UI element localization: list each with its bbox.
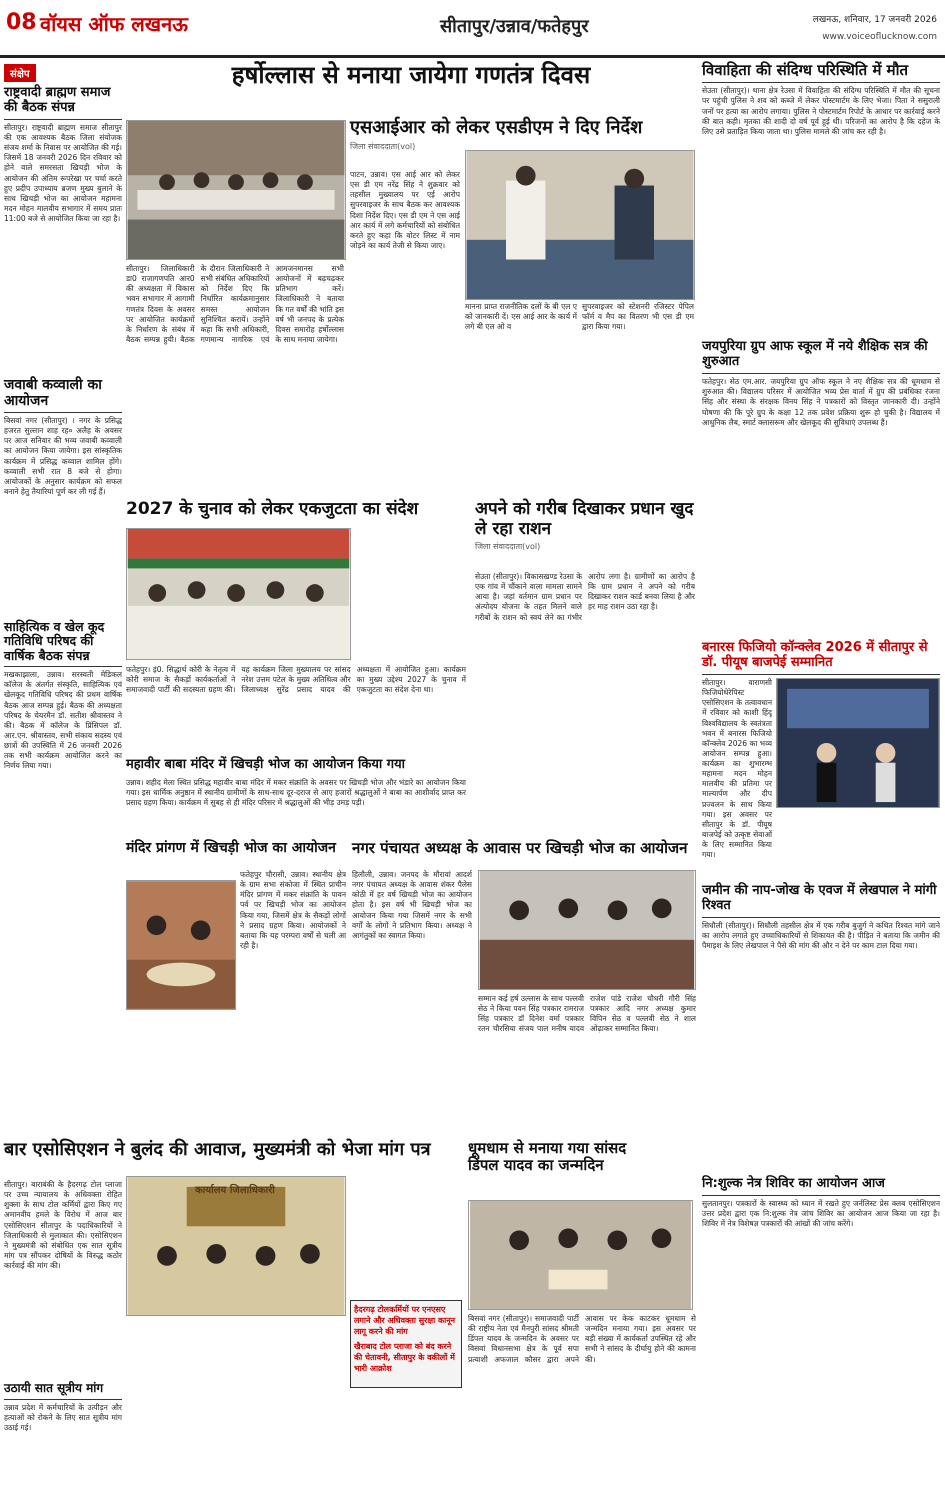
story-lekhpal: सिधौली (सीतापुर)। सिधौली तहसील क्षेत्र में एक गरीब बुजुर्ग ने कथित रिश्वत मांगे जाने का आरोप लगाते हुए उच्चाधिकारियों से शिकायत की है। पीड़ित ने बताया कि जमीन की पैमाइश के लिए लेखपाल ने पैसे की मांग की और न देने पर काम टाल दिया गया। bbox=[702, 920, 940, 951]
headline-2027: 2027 के चुनाव को लेकर एकजुटता का संदेश bbox=[126, 499, 419, 519]
headline-poor-ration: अपने को गरीब दिखाकर प्रधान खुद ले रहा राशन bbox=[475, 499, 694, 539]
story-eye-camp: सुलतानपुर। पत्रकारों के स्वास्थ्य को ध्यान में रखते हुए जर्नलिस्ट प्रेस क्लब एसोसिएशन उत्तर प्रदेश द्वारा एक नि:शुल्क नेत्र जांच शिविर का आयोजन आज किया जा रहा है। शिविर में नेत्र विशेषज्ञ पत्रकारों की आंखों की जांच करेंगे। bbox=[702, 1198, 940, 1229]
story-jaipuria: फतेहपुर। सेठ एम.आर. जयपुरिया ग्रुप ऑफ स्कूल ने नए शैक्षिक सत्र की धूमधाम से शुरुआत की। विद्यालय परिसर में आयोजित भव्य प्रेस वार्ता में ग्रुप की प्रबंधिका रंजना सिंह और संस्था के संरक्षक विनय सिंह ने पत्रकारों को विस्तृत जानकारी दी। उन्होंने घोषणा की कि पूरे ग्रुप के कक्षा 12 तक प्रवेश प्रक्रिया शुरू हो चुकी है। विद्यालय में आधुनिक लैब, स्मार्ट क्लासरूम और खेलकूद की सुविधाएं उपलब्ध हैं। bbox=[702, 377, 940, 427]
banner-block bbox=[126, 62, 696, 98]
nagar-panchayat-photo bbox=[478, 870, 696, 990]
headline-lekhpal: जमीन की नाप-जोख के एवज में लेखपाल ने मांगी रिश्वत bbox=[702, 883, 937, 913]
samajwadi-group-photo-art bbox=[127, 529, 350, 659]
dimple-birthday-photo-art bbox=[469, 1201, 692, 1309]
story-gantantra-diwas: सीतापुर। जिलाधिकारी डा0 राजागणपति आर0 की अध्यक्षता में विकास भवन सभागार में आगामी गणतंत्र दिवस के अवसर पर आयोजित कार्यक्रमों के निर्धारण के संबंध में बैठक सम्पन्न हुयी। बैठक के दौरान जिलाधिकारी ने सभी संबंधित अधिकारियों को निर्देश दिए कि निर्धारित कार्यक्रमानुसार समस्त आयोजन सुनिश्चित करायें। उन्होंने कहा कि सभी अधिकारी, गणमान्य नागरिक एवं आमजनमानस सभी आयोजनों में बढ़चढ़कर प्रतिभाग करें। जिलाधिकारी ने बताया कि गत वर्षों की भांति इस वर्ष भी जनपद के प्रत्येक दिवस समारोह हर्षोल्लास के साथ मनाया जायेगा। bbox=[126, 264, 344, 344]
bar-block bbox=[4, 1140, 464, 1174]
byline-poor-ration: जिला संवाददाता(vol) bbox=[475, 542, 541, 552]
story-sahityik-parishad: मखकाझाला, उन्नाव। सरस्वती मेडिकल कॉलेज के अंतर्गत संस्कृति, साहित्यिक एवं खेलकूद गतिविधि परिषद की प्रथम वार्षिक बैठक आज सम्पन्न हुई। बैठक की अध्यक्षता परिषद के चेयरमैन डॉ. सतीश श्रीवास्तव ने की। बैठक में कॉलेज के प्रिंसिपल डॉ. आर.एन. श्रीवास्तव, सभी संकाय सदस्य एवं छात्रों की उपस्थिति में 26 जनवरी 2026 तक सभी कार्यक्रम आयोजित करने का निर्णय लिया गया। bbox=[4, 670, 122, 771]
story-sir: पाटन, उन्नाव। एस आई आर को लेकर एस डी एम नरेंद्र सिंह ने शुक्रवार को तहसील मुख्यालय पर एई आरोप सुपरवाइजर के साथ बैठक कर आवश्यक दिशा निर्देश दिए। एस डी एम ने एस आई आर कार्य में लगे कर्मचारियों को संबोधित करते हुए कहा कि वोटर लिस्ट में नाम जोड़ने का कार्य तेजी से किया जाए। bbox=[350, 170, 460, 250]
meeting-photo-art bbox=[127, 121, 345, 259]
dimple-block bbox=[468, 1140, 696, 1196]
headline-bar-association: बार एसोसिएशन ने बुलंद की आवाज, मुख्यमंत्री को भेजा मांग पत्र bbox=[4, 1139, 431, 1160]
headline-dimple-1: धूमधाम से मनाया गया सांसद bbox=[468, 1139, 627, 1157]
headline-physio: बनारस फिजियो कॉन्क्लेव 2026 में सीतापुर से डॉ. पीयूष बाजपेई सम्मानित bbox=[702, 640, 928, 671]
sir-officials-photo-art bbox=[466, 151, 694, 299]
story-mahavir: उन्नाव। शहीद मेला स्थित प्रसिद्ध महावीर बाबा मंदिर में मकर संक्रांति के अवसर पर खिचड़ी भोज और भंडारे का आयोजन किया गया। इस धार्मिक अनुष्ठान में स्थानीय ग्रामीणों के साथ-साथ दूर-दराज से आए हजारों श्रद्धालुओं ने बाबा का आशीर्वाद प्राप्त कर प्रसाद ग्रहण किया। कार्यक्रम में सुबह से ही मंदिर परिसर में श्रद्धालुओं की भीड़ उमड़ पड़ी। bbox=[126, 778, 466, 808]
headline-mahavir: महावीर बाबा मंदिर में खिचड़ी भोज का आयोजन किया गया bbox=[126, 757, 406, 772]
headline-vivahita: विवाहिता की संदिग्ध परिस्थिति में मौत bbox=[702, 61, 909, 79]
samajwadi-group-photo bbox=[126, 528, 351, 660]
bar-quote-1: हैदरगढ़ टोलकर्मियों पर एनएसए लगाने और अधिवक्ता सुरक्षा कानून लागू करने की मांग bbox=[354, 1305, 456, 1336]
page-number: 08 bbox=[6, 10, 37, 35]
story-temple: फतेहपुर चौरासी, उन्नाव। स्थानीय क्षेत्र के ग्राम सभा संकोजा में स्थित प्राचीन मंदिर प्रांगण में मकर संक्रांति के पावन पर्व पर खिचड़ी भोज का आयोजन किया गया, जिसमें क्षेत्र के सैकड़ों लोगों ने प्रसाद ग्रहण किया। आयोजकों ने बताया कि यह परम्परा वर्षों से चली आ रही है। bbox=[240, 870, 346, 950]
section-kicker: संक्षेप bbox=[4, 64, 36, 82]
khichdi-bhoj-photo-art bbox=[127, 881, 235, 1009]
caption-sir-b: सुपरवाइजर को स्टेशनरी रजिस्टर पेपिल फॉर्म व मैप का वितरण भी एस डी एम द्वारा किया गया। bbox=[582, 302, 694, 332]
story-vivahita: सेउता (सीतापुर)। थाना क्षेत्र रेउसा में विवाहिता की संदिग्ध परिस्थिति में मौत की सूचना पर पहुंची पुलिस ने शव को कब्जे में लेकर पोस्टमार्टम के लिए भेजा। पिता ने ससुराली जनों पर हत्या का आरोप लगाया। पुलिस ने पोस्टमार्टम रिपोर्ट के आधार पर कार्रवाई करने की बात कही। मृतका की शादी दो वर्ष पूर्व हुई थी। परिजनों का आरोप है कि दहेज के लिए उसे प्रताड़ित किया जाता था। पुलिस मामले की जांच कर रही है। bbox=[702, 86, 940, 136]
website-url[interactable]: www.voiceoflucknow.com bbox=[822, 32, 937, 42]
headline-jaipuria: जयपुरिया ग्रुप आफ स्कूल में नये शैक्षिक सत्र की शुरुआत bbox=[702, 339, 928, 370]
headline-sahityik-parishad: साहित्यिक व खेल कूद गतिविधि परिषद की वार्षिक बैठक संपन्न bbox=[4, 619, 105, 663]
story-saat-sutriya: उन्नाव प्रदेश में कर्मचारियों के उत्पीड़न और हत्याओं को रोकने के लिए सात सूत्रीय मांग उठाई गई। bbox=[4, 1402, 122, 1433]
headline-brahman-samaj: राष्ट्रवादी ब्राह्मण समाज की बैठक संपन्न bbox=[4, 85, 111, 115]
story-nagar-panchayat: हिलौली, उन्नाव। जनपद के मौरावां आदर्श नगर पंचायत अध्यक्ष के आवास शंकर पैलेस कोठी में हर वर्ष खिचड़ी भोज का आयोजन होता है। इस वर्ष भी खिचड़ी भोज का आयोजन किया गया जिसमें नगर के सभी वर्गों के लोगों ने प्रतिभाग किया। अध्यक्ष ने आगंतुकों का स्वागत किया। bbox=[352, 870, 472, 940]
nagar-block bbox=[352, 840, 697, 866]
story-brahman-samaj: सीतापुर। राष्ट्रवादी ब्राह्मण समाज सीतापुर की एक आवश्यक बैठक जिला संयोजक संजय शर्मा के निवास पर आयोजित की गई। जिसमें 18 जनवरी 2026 दिन रविवार को होने वाले समरसता खिचड़ी भोज के आयोजन की अंतिम रूपरेखा पर चर्चा करते हुए प्रदीप उपाध्याय ब्रजण मुख्य बुलाने के साथ खिचड़ी भोज का आयोजन महामना मदन मोहन मालवीय सभागार में समय प्रातः 11:00 बजे से आयोजित किया जा रहा है। bbox=[4, 122, 122, 223]
caption-nagar-panchayat: सम्मान कई हर्ष उल्लास के साथ पल्लवी सेठ ने किया पवन सिंह पत्रकार रामराज सिंह पत्रकार डॉ दिनेश वर्मा पत्रकार रतन चौरसिया संजय पाल मनीष यादव राजेश पांडे राजेश चौधरी गौरी सिंह पत्रकार आदि नगर अध्यक्ष कुमार विपिन सेठ व पल्लवी सेठ ने शाल ओढ़ाकर सम्मानित किया। bbox=[478, 994, 696, 1034]
bar-quote-box bbox=[350, 1300, 462, 1388]
physio-award-photo bbox=[776, 678, 940, 808]
right-column bbox=[702, 62, 940, 1500]
headline-temple: मंदिर प्रांगण में खिचड़ी भोज का आयोजन bbox=[126, 840, 336, 856]
left-column bbox=[4, 62, 122, 1112]
y2027-block bbox=[126, 500, 466, 530]
physio-block bbox=[702, 678, 940, 878]
story-poor-ration: सेउता (सीतापुर)। विकासखण्ड रेउसा के एक गांव में चौंकाने वाला मामला सामने आया है। जहां वर्तमान ग्राम प्रधान पर अंत्योदय योजना के तहत मिलने वाले गरीबों के राशन को स्वयं लेने का गंभीर आरोप लगा है। ग्रामीणों का आरोप है कि ग्राम प्रधान ने अपने को गरीब दिखाकर राशन कार्ड बनवा लिया है और हर माह राशन उठा रहा है। bbox=[475, 572, 695, 622]
edition-date: लखनऊ, शनिवार, 17 जनवरी 2026 bbox=[812, 15, 937, 25]
bar-quote-2: खैराबाद टोल प्लाजा को बंद करने की चेतावनी, सीतापुर के वकीलों में भारी आक्रोश bbox=[354, 1342, 455, 1373]
byline-sir: जिला संवाददाता(vol) bbox=[350, 141, 416, 151]
edition-cities: सीतापुर/उन्नाव/फतेहपुर bbox=[440, 16, 589, 37]
khichdi-bhoj-photo bbox=[126, 880, 236, 1010]
caption-sir-a: मानना प्राप्त राजनीतिक दलों के बी एल ए को जानकारी दें। एस आई आर के कार्य में लगे बी एल ओ व bbox=[465, 302, 577, 332]
saat-sutriya-block bbox=[4, 1382, 122, 1492]
story-bar-association: सीतापुर। बाराबंकी के हैदरगढ़ टोल प्लाजा पर उच्च न्यायालय के अधिवक्ता रोहित शुक्ला के साथ टोल कर्मियों द्वारा किए गए अमानवीय हमले के विरोध में आज बार एसोसिएशन सीतापुर के पदाधिकारियों ने जिलाधिकारी से मुलाकात की। एसोसिएशन ने मुख्यमंत्री को संबोधित एक सात सूत्रीय मांग पत्र सौंपकर दोषियों के विरुद्ध कठोर कार्रवाई की मांग की। bbox=[4, 1180, 122, 1270]
meeting-photo bbox=[126, 120, 346, 260]
story-dimple: बिसवां नगर (सीतापुर)। समाजवादी पार्टी की राष्ट्रीय नेता एवं मैनपुरी सांसद श्रीमती डिंपल यादव के जन्मदिन के अवसर पर विसवां विधानसभा क्षेत्र के पूर्व सपा प्रत्याशी अफजाल कौसर द्वारा अपने आवास पर केक काटकर धूमधाम से जन्मदिन मनाया गया। इस अवसर पर बड़ी संख्या में कार्यकर्ता उपस्थित रहे और सभी ने सांसद के दीर्घायु होने की कामना की। bbox=[468, 1314, 696, 1364]
headline-nagar-panchayat: नगर पंचायत अध्यक्ष के आवास पर खिचड़ी भोज का आयोजन bbox=[352, 839, 688, 857]
physio-award-photo-art bbox=[777, 679, 939, 807]
headline-eye-camp: नि:शुल्क नेत्र शिविर का आयोजन आज bbox=[702, 1175, 885, 1191]
temple-block bbox=[126, 840, 346, 866]
story-kavvali: बिसवां नगर (सीतापुर) । नगर के प्रसिद्ध हजरत सुल्तान शाह रह० अलैह के अवसर पर आज सनिवार की भव्य जवाबी कव्वाली का आयोजन किया जायेगा। इस सांस्कृतिक कार्यक्रम में प्रसिद्ध कव्वाल शामिल होंगे। कव्वाली सभी रात 8 बजे से होगा। आयोजकों के अनुसार कार्यक्रम को सफल बनाने हेतु तैयारियां पूर्ण कर ली गई हैं। bbox=[4, 416, 122, 496]
paper-name: वॉयस ऑफ लखनऊ bbox=[40, 12, 188, 36]
headline-sir: एसआईआर को लेकर एसडीएम ने दिए निर्देश bbox=[350, 117, 643, 138]
sir-officials-photo bbox=[465, 150, 695, 300]
nagar-panchayat-photo-art bbox=[479, 871, 695, 989]
dimple-birthday-photo bbox=[468, 1200, 693, 1310]
story-physio: सीतापुर। वाराणसी फिजियोथेरेपिस्ट एसोसिएशन के तत्वावधान में रविवार को काशी हिंदू विश्वविद्यालय के स्वतंत्रता भवन में बनारस फिजियो कॉन्क्लेव 2026 का भव्य आयोजन सम्पन्न हुआ। कार्यक्रम का शुभारम्भ महामना मदन मोहन मालवीय की प्रतिमा पर माल्यार्पण और दीप प्रज्वलन के साथ किया गया। इस अवसर पर सीतापुर के डॉ. पीयूष बाजपेई को उत्कृष्ट सेवाओं के लिए सम्मानित किया गया। bbox=[702, 678, 772, 860]
banner-headline: हर्षोल्लास से मनाया जायेगा गणतंत्र दिवस bbox=[231, 61, 591, 89]
headline-kavvali: जवाबी कव्वाली का आयोजन bbox=[4, 376, 102, 409]
poor-block bbox=[475, 500, 695, 570]
office-sign: कार्यालय जिलाधिकारी bbox=[195, 1185, 275, 1196]
mahavir-block bbox=[126, 758, 466, 780]
headline-dimple-2: डिंपल यादव का जन्मदिन bbox=[468, 1156, 604, 1175]
story-2027: फतेहपुर। इं0. सिद्धार्थ कोरी के नेतृत्व में कोरी समाज के सैकड़ों कार्यकर्ताओं ने समाजवादी पार्टी की सदस्यता ग्रहण की। यह कार्यक्रम जिला मुख्यालय पर सांसद नरेश उत्तम पटेल के मुख्य अतिथित्व और जिलाध्यक्ष सुरेंद्र प्रसाद यादव की अध्यक्षता में आयोजित हुआ। कार्यक्रम का मुख्य उद्देश्य 2027 के चुनाव में एकजुटता का संदेश देना था। bbox=[126, 665, 466, 695]
masthead bbox=[0, 0, 945, 58]
headline-saat-sutriya: उठायी सात सूत्रीय मांग bbox=[4, 1381, 104, 1395]
